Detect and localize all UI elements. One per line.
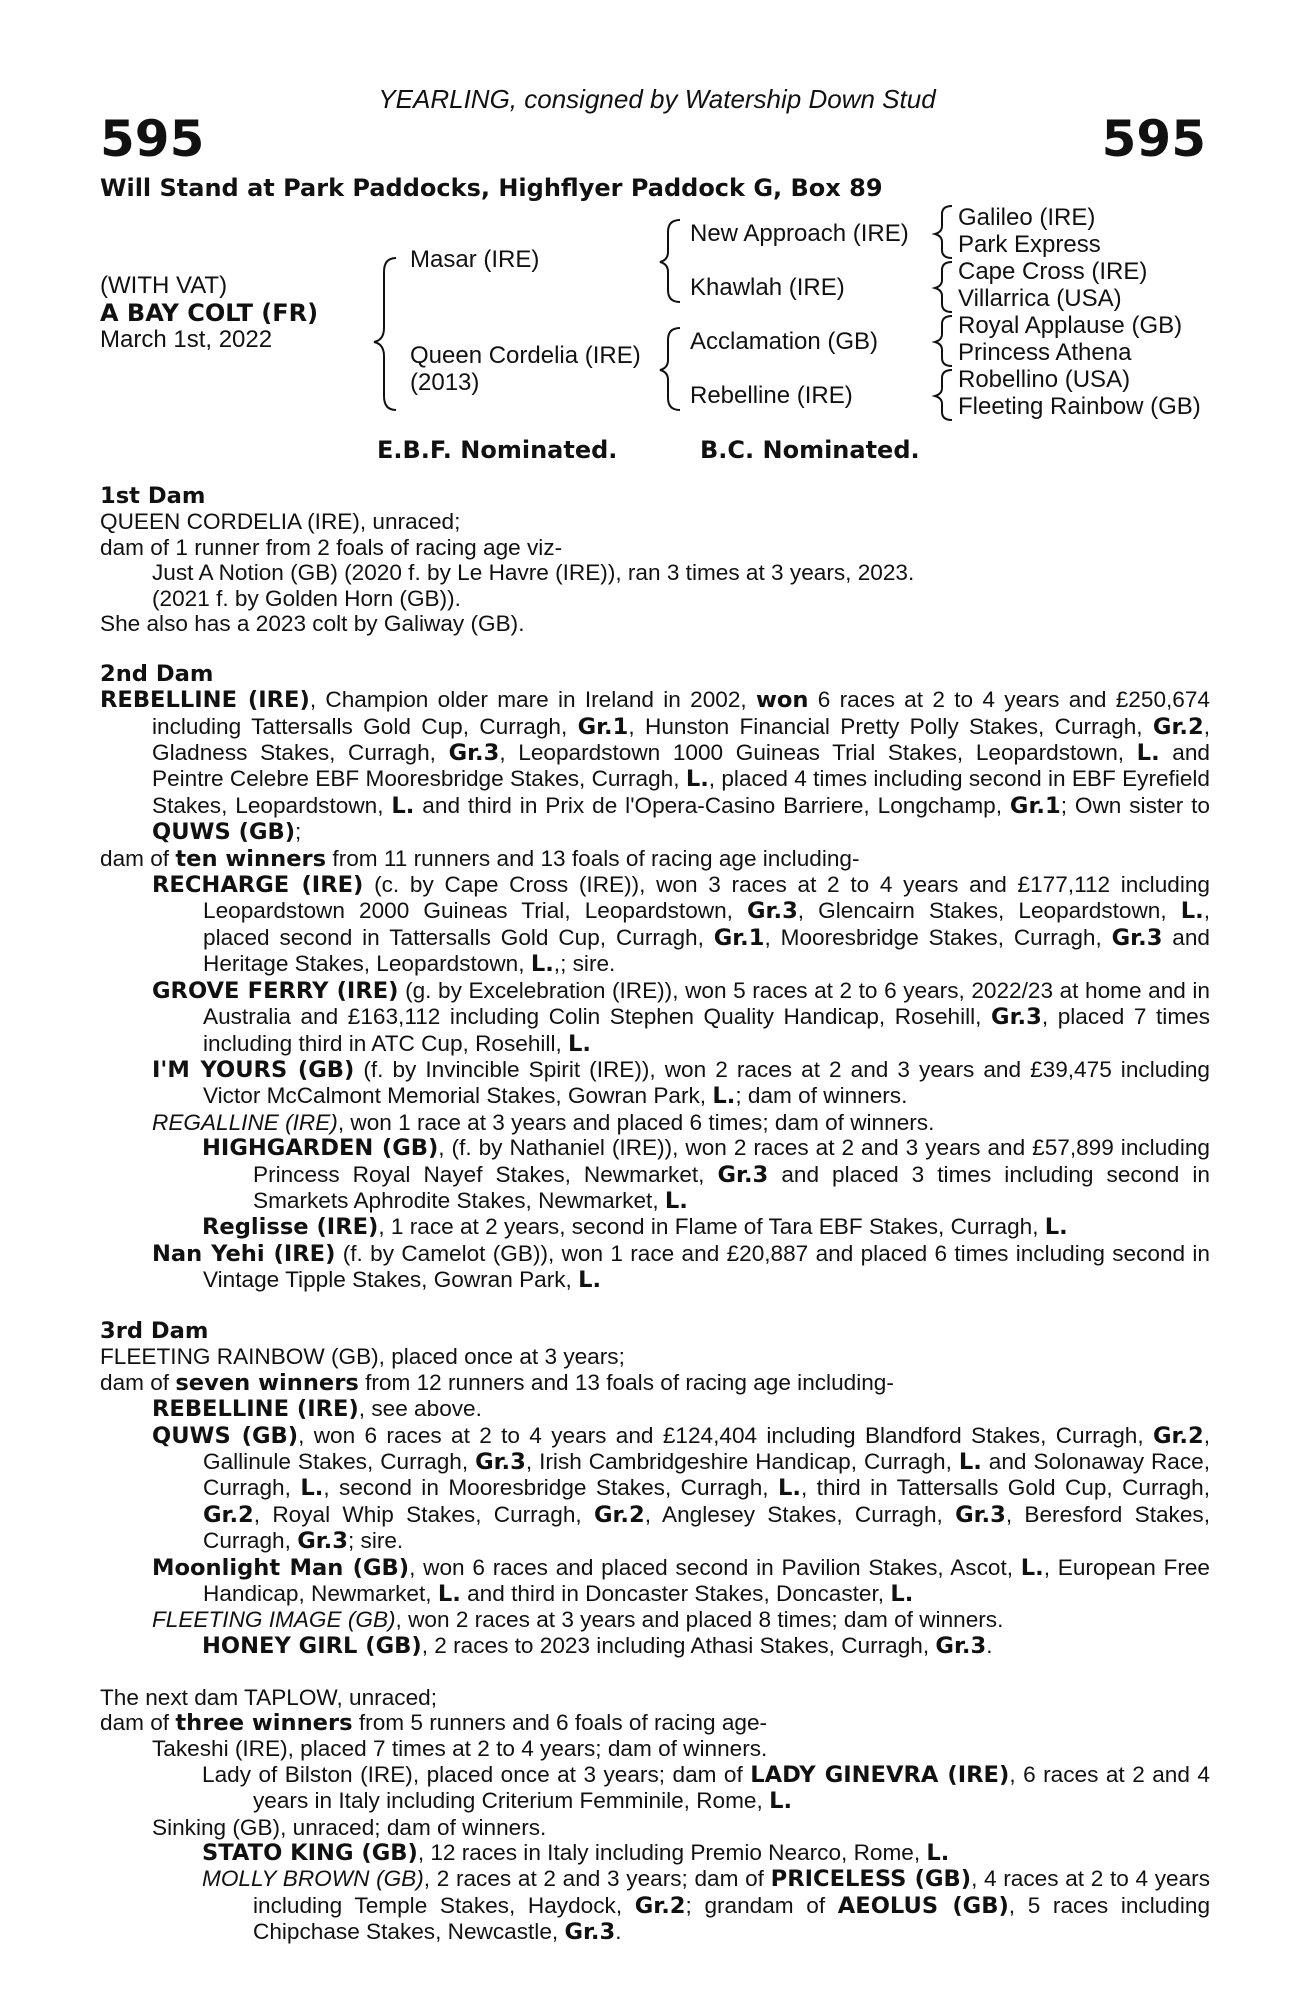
bracket-main	[374, 258, 396, 410]
second-dam-produce-intro: dam of ten winners from 11 runners and 13 foals of racing age including-	[100, 845, 860, 872]
produce-im-yours: I'M YOURS (GB) (f. by Invincible Spirit (IRE)), won 2 races at 2 and 3 years and £39,475 including Victor McCalmont Memorial Stakes, Gowran Park, L.; dam of winners.	[152, 1056, 1210, 1110]
first-dam-produce-1: Just A Notion (GB) (2020 f. by Le Havre (IRE)), ran 3 times at 3 years, 2023.	[152, 560, 915, 586]
second-dam-heading: 2nd Dam	[100, 660, 214, 687]
consignment-subtitle: YEARLING, consigned by Watership Down Stud	[378, 84, 936, 114]
bracket-g3	[935, 316, 952, 366]
produce-grove-ferry: GROVE FERRY (IRE) (g. by Excelebration (IRE)), won 5 races at 2 to 6 years, 2022/23 at home and in Australia and £163,112 including Colin Stephen Quality Handicap, Rosehill, Gr.3, placed 7 times including third in ATC Cup, Rosehill, L.	[152, 977, 1211, 1057]
third-dam-heading: 3rd Dam	[100, 1317, 209, 1344]
vat-note: (WITH VAT)	[100, 272, 228, 299]
ancestor-2: Park Express	[958, 231, 1101, 258]
next-dam-line: The next dam TAPLOW, unraced;	[100, 1684, 437, 1710]
ebf-nomination: E.B.F. Nominated.	[377, 436, 618, 464]
sire-dam: Khawlah (IRE)	[690, 274, 845, 301]
ancestor-1: Galileo (IRE)	[958, 204, 1096, 231]
bracket-g2	[935, 262, 952, 312]
first-dam-produce-intro: dam of 1 runner from 2 foals of racing age viz-	[100, 534, 563, 560]
third-dam-produce-intro: dam of seven winners from 12 runners and 13 foals of racing age including-	[100, 1369, 894, 1396]
bracket-g4	[935, 370, 952, 420]
horse-name: A BAY COLT (FR)	[100, 299, 319, 327]
produce-takeshi: Takeshi (IRE), placed 7 times at 2 to 4 years; dam of winners.	[152, 1736, 768, 1762]
foaling-date: March 1st, 2022	[100, 326, 273, 353]
produce-regalline: REGALLINE (IRE), won 1 race at 3 years and placed 6 times; dam of winners.	[152, 1109, 935, 1135]
pedigree-notes	[100, 484, 1210, 1946]
produce-recharge: RECHARGE (IRE) (c. by Cape Cross (IRE)), won 3 races at 2 to 4 years and £177,112 including Leopardstown 2000 Guineas Trial, Leopardstown, Gr.3, Glencairn Stakes, Leopardstown, L., placed second in Tattersalls Gold Cup, Curragh, Gr.1, Mooresbridge Stakes, Curragh, Gr.3 and Heritage Stakes, Leopardstown, L.,; sire.	[152, 872, 1210, 978]
produce-reglisse: Reglisse (IRE), 1 race at 2 years, second in Flame of Tara EBF Stakes, Curragh, L.	[202, 1214, 1068, 1241]
ancestor-5: Royal Applause (GB)	[958, 312, 1183, 339]
dam-foaling-year: (2013)	[410, 369, 480, 396]
produce-lady-of-bilston: Lady of Bilston (IRE), placed once at 3 years; dam of LADY GINEVRA (IRE), 6 races at 2 and 4 years in Italy including Criterium Femminile, Rome, L.	[202, 1761, 1210, 1815]
produce-sinking: Sinking (GB), unraced; dam of winners.	[152, 1814, 547, 1840]
ancestor-4: Villarrica (USA)	[958, 285, 1122, 312]
produce-nan-yehi: Nan Yehi (IRE) (f. by Camelot (GB)), won 1 race and £20,887 and placed 6 times including second in Vintage Tipple Stakes, Gowran Park, L.	[152, 1240, 1210, 1294]
dam: Queen Cordelia (IRE)	[410, 342, 641, 369]
bracket-g1	[935, 206, 952, 258]
ancestor-3: Cape Cross (IRE)	[958, 258, 1148, 285]
produce-rebelline: REBELLINE (IRE), see above.	[152, 1396, 482, 1423]
ancestor-7: Robellino (USA)	[958, 366, 1131, 393]
next-dam-produce-intro: dam of three winners from 5 runners and 6 foals of racing age-	[100, 1710, 768, 1737]
produce-fleeting-image: FLEETING IMAGE (GB), won 2 races at 3 years and placed 8 times; dam of winners.	[152, 1607, 1004, 1633]
stand-location: Will Stand at Park Paddocks, Highflyer Paddock G, Box 89	[100, 174, 883, 202]
produce-moonlight-man: Moonlight Man (GB), won 6 races and placed second in Pavilion Stakes, Ascot, L., European Free Handicap, Newmarket, L. and third in Doncaster Stakes, Doncaster, L.	[152, 1554, 1210, 1608]
second-dam-rebelline: REBELLINE (IRE), Champion older mare in Ireland in 2002, won 6 races at 2 to 4 years and £250,674 including Tattersalls Gold Cup, Curragh, Gr.1, Hunston Financial Pretty Polly Stakes, Curragh, Gr.2, Gladness Stakes, Curragh, Gr.3, Leopardstown 1000 Guineas Trial Stakes, Leopardstown, L. and Peintre Celebre EBF Mooresbridge Stakes, Curragh, L., placed 4 times including second in EBF Eyrefield Stakes, Leopardstown, L. and third in Prix de l'Opera-Casino Barriere, Longchamp, Gr.1; Own sister to QUWS (GB);	[100, 687, 1211, 846]
produce-stato-king: STATO KING (GB), 12 races in Italy including Premio Nearco, Rome, L.	[202, 1840, 950, 1867]
lot-number-right: 595	[1101, 110, 1206, 168]
first-dam-produce-2: (2021 f. by Golden Horn (GB)).	[152, 585, 461, 611]
sire: Masar (IRE)	[410, 246, 540, 273]
produce-highgarden: HIGHGARDEN (GB), (f. by Nathaniel (IRE)), won 2 races at 2 and 3 years and £57,899 including Princess Royal Nayef Stakes, Newmarket, Gr.3 and placed 3 times including second in Smarkets Aphrodite Stakes, Newmarket, L.	[202, 1135, 1210, 1214]
bracket-dam	[660, 328, 680, 410]
sire-sire: New Approach (IRE)	[690, 220, 909, 247]
bc-nomination: B.C. Nominated.	[700, 436, 920, 464]
first-dam-foal-note: She also has a 2023 colt by Galiway (GB).	[100, 611, 525, 637]
lot-number-left: 595	[100, 110, 205, 168]
first-dam-heading: 1st Dam	[100, 483, 206, 509]
produce-quws: QUWS (GB), won 6 races at 2 to 4 years and £124,404 including Blandford Stakes, Curragh, Gr.2, Gallinule Stakes, Curragh, Gr.3, Irish Cambridgeshire Handicap, Curragh, L. and Solonaway Race, Curragh, L., second in Mooresbridge Stakes, Curragh, L., third in Tattersalls Gold Cup, Curragh, Gr.2, Royal Whip Stakes, Curragh, Gr.2, Anglesey Stakes, Curragh, Gr.3, Beresford Stakes, Curragh, Gr.3; sire.	[152, 1422, 1211, 1555]
ancestor-6: Princess Athena	[958, 339, 1132, 366]
dam-dam: Rebelline (IRE)	[690, 382, 853, 409]
ancestor-8: Fleeting Rainbow (GB)	[958, 393, 1201, 420]
third-dam-line: FLEETING RAINBOW (GB), placed once at 3 years;	[100, 1344, 625, 1370]
produce-honey-girl: HONEY GIRL (GB), 2 races to 2023 including Athasi Stakes, Curragh, Gr.3.	[202, 1632, 993, 1659]
produce-molly-brown: MOLLY BROWN (GB), 2 races at 2 and 3 years; dam of PRICELESS (GB), 4 races at 2 to 4 years including Temple Stakes, Haydock, Gr.2; grandam of AEOLUS (GB), 5 races including Chipchase Stakes, Newcastle, Gr.3.	[202, 1866, 1211, 1946]
bracket-sire	[660, 220, 680, 302]
first-dam-line: QUEEN CORDELIA (IRE), unraced;	[100, 509, 461, 535]
dam-sire: Acclamation (GB)	[690, 328, 879, 355]
